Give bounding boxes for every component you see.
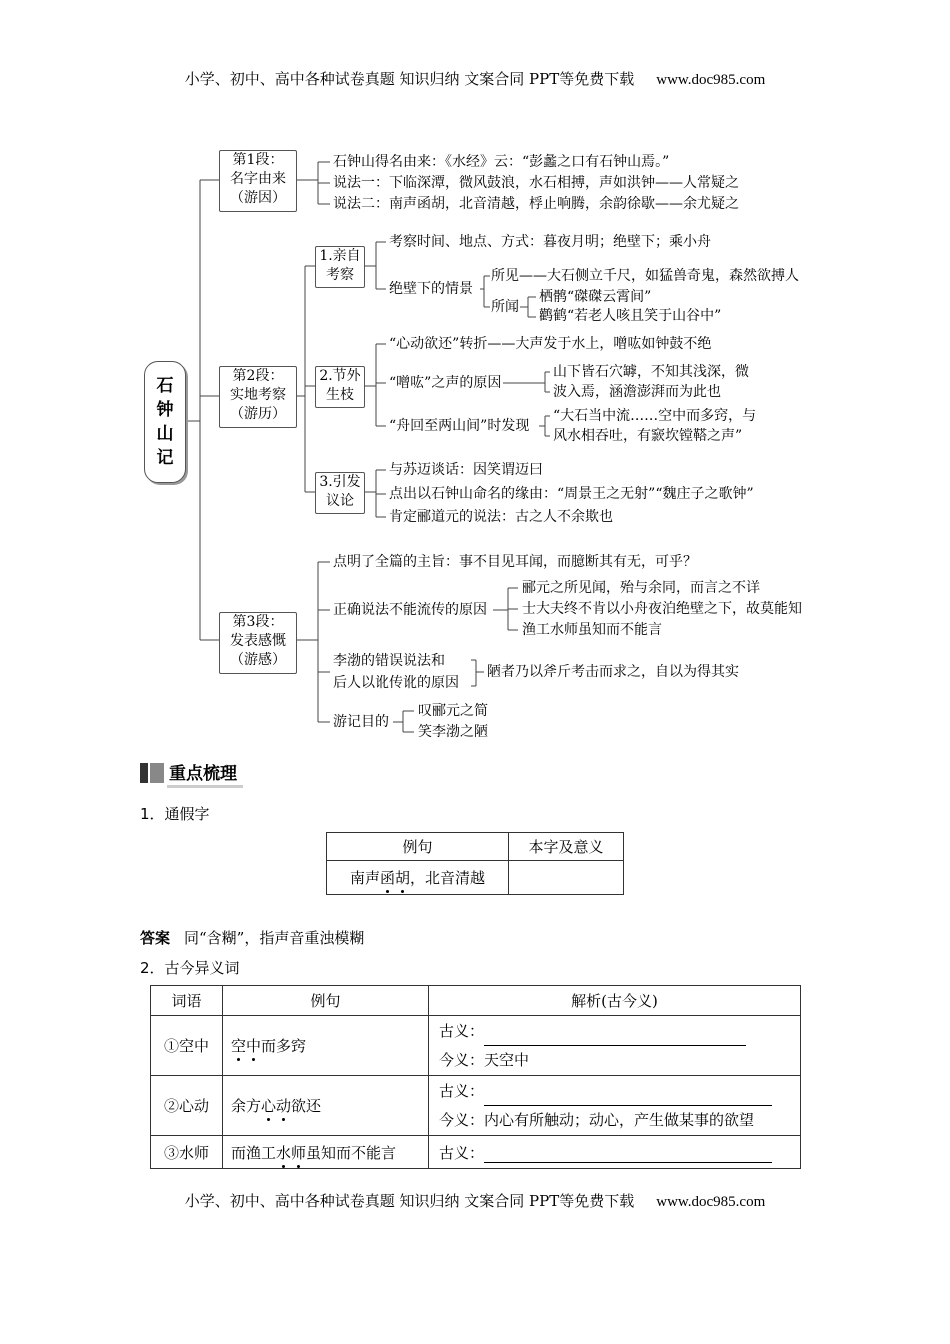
c1-heard-label: 所闻 <box>491 299 519 315</box>
c2-l2: 生枝 <box>326 387 354 403</box>
header-url[interactable]: www.doc985.com <box>656 72 766 88</box>
header-text: 小学、初中、高中各种试卷真题 知识归纳 文案合同 PPT等免费下载 <box>184 70 635 88</box>
seen-label: 所见 <box>491 268 519 284</box>
gu-label: 古义： <box>439 1021 485 1040</box>
p2-sub2: （游历） <box>230 406 286 422</box>
c3-l1: 3.引发 <box>319 474 361 490</box>
table-row <box>151 1016 801 1076</box>
q1-header: 本字及意义 <box>509 833 624 861</box>
dotted-char: 动 <box>276 1097 292 1115</box>
text: 而多窍 <box>261 1037 307 1055</box>
gu-line[interactable] <box>439 1017 800 1046</box>
c2-find-text: “大石当中流……空中而多窍，与 <box>553 408 757 424</box>
root-char: 石 <box>156 376 174 396</box>
text: 南声 <box>349 869 380 887</box>
jin-line <box>439 1106 800 1135</box>
gu-label: 古义： <box>439 1143 485 1162</box>
answer-label: 答案 <box>140 929 171 947</box>
c1-heard: 栖鹘“磔磔云霄间” <box>539 289 652 305</box>
c2-l1: 2.节外 <box>319 368 361 384</box>
p1-item: 说法二：南声函胡，北音清越，桴止响腾，余韵徐歇——余尤疑之 <box>333 196 739 212</box>
p3-reason: 正确说法不能流传的原因 <box>333 602 487 618</box>
p3-theme: 点明了全篇的主旨：事不目见耳闻，而臆断其有无，可乎？ <box>333 554 697 570</box>
p3-purpose-item: 叹郦元之简 <box>418 703 488 719</box>
p3-box <box>219 612 297 674</box>
c1-l1: 1.亲自 <box>319 248 361 264</box>
section-title: 重点梳理 <box>167 759 243 788</box>
p2-box <box>219 366 297 428</box>
text: 而渔工 <box>231 1143 277 1162</box>
dotted-char: 水 <box>276 1143 292 1162</box>
text: 欲还 <box>291 1097 322 1115</box>
p3-purpose-item: 笑李渤之陋 <box>418 724 488 740</box>
answer-blank[interactable] <box>484 1148 772 1163</box>
answer-blank[interactable] <box>484 1031 746 1046</box>
c2-find-text: 风水相吞吐，有窾坎镗鞳之声” <box>553 428 743 444</box>
c2-turn: “心动欲还”转折——大声发于水上，噌吰如钟鼓不绝 <box>389 336 712 352</box>
q1-sentence <box>327 861 509 895</box>
p3-li1: 李渤的错误说法和 <box>333 653 445 669</box>
example-cell <box>223 1076 429 1136</box>
mindmap-root <box>144 361 186 483</box>
p3-purpose: 游记目的 <box>333 714 389 730</box>
example-cell <box>223 1016 429 1076</box>
c2-cause: “噌吰”之声的原因 <box>389 375 502 391</box>
p3-title: 第3段： <box>232 614 284 630</box>
dotted-char: 心 <box>261 1097 277 1115</box>
c1-l2: 考察 <box>326 267 354 283</box>
jin-text: 天空中 <box>484 1050 530 1069</box>
jin-label: 今义： <box>439 1110 485 1129</box>
c1-time: 考察时间、地点、方式：暮夜月明；绝壁下；乘小舟 <box>389 234 711 250</box>
gu-label: 古义： <box>439 1081 485 1100</box>
gu-line[interactable] <box>439 1077 800 1106</box>
answer-text: 同“含糊”，指声音重浊模糊 <box>184 929 365 947</box>
c1-seen <box>491 267 799 285</box>
root-char: 山 <box>156 424 174 444</box>
p3-reason-item: 渔工水师虽知而不能言 <box>522 622 662 638</box>
table-row <box>151 1076 801 1136</box>
answer-blank[interactable] <box>484 1091 772 1106</box>
q1-header: 例句 <box>327 833 509 861</box>
q2-title: 2．古今异义词 <box>140 959 240 977</box>
seen-text: ——大石侧立千尺，如猛兽奇鬼，森然欲搏人 <box>519 268 799 284</box>
q1-answer-cell[interactable] <box>509 861 624 895</box>
heading-bar <box>150 763 164 783</box>
meaning-cell <box>429 1016 801 1076</box>
dotted-char: 师 <box>291 1143 307 1162</box>
c2-box <box>315 366 365 408</box>
dotted-char: 中 <box>246 1037 262 1055</box>
section-heading <box>140 760 243 786</box>
p1-box <box>219 150 297 212</box>
heading-bar <box>140 763 148 783</box>
c2-cause-text: 波入焉，涵澹澎湃而为此也 <box>553 384 721 400</box>
p1-title: 第1段： <box>232 152 284 168</box>
p1-item: 说法一：下临深潭，微风鼓浪，水石相搏，声如洪钟——人常疑之 <box>333 175 739 191</box>
c3-item: 肯定郦道元的说法：古之人不余欺也 <box>389 509 613 525</box>
p3-reason-item: 士大夫终不肯以小舟夜泊绝壁之下，故莫能知 <box>522 601 802 617</box>
jin-label: 今义： <box>439 1050 485 1069</box>
footer-url[interactable]: www.doc985.com <box>656 1194 766 1210</box>
word-cell: ①空中 <box>151 1016 223 1076</box>
word-cell: ③水师 <box>151 1136 223 1169</box>
jin-line <box>439 1046 800 1075</box>
c2-find: “舟回至两山间”时发现 <box>389 418 530 434</box>
c1-scene: 绝壁下的情景 <box>389 281 473 297</box>
c3-item: 点出以石钟山命名的缘由：“周景王之无射”“魏庄子之歌钟” <box>389 486 754 502</box>
meaning-cell <box>429 1136 801 1169</box>
p3-li-text: 陋者乃以斧斤考击而求之，自以为得其实 <box>487 664 739 680</box>
dotted-char: 函 <box>379 869 395 887</box>
q1-title: 1．通假字 <box>140 805 210 823</box>
p1-sub1: 名字由来 <box>230 171 286 187</box>
p3-sub1: 发表感慨 <box>230 633 286 649</box>
c3-l2: 议论 <box>326 493 354 509</box>
c2-cause-text: 山下皆石穴罅，不知其浅深，微 <box>553 364 749 380</box>
text: ，北音清越 <box>410 869 486 887</box>
q2-header: 解析(古今义) <box>429 986 801 1016</box>
q2-header: 例句 <box>223 986 429 1016</box>
root-char: 钟 <box>156 400 174 420</box>
p2-title: 第2段： <box>232 368 284 384</box>
root-char: 记 <box>156 448 174 468</box>
table-row <box>151 1136 801 1169</box>
p3-reason-item: 郦元之所见闻，殆与余同，而言之不详 <box>522 580 760 596</box>
q2-table <box>150 985 801 1169</box>
p3-sub2: （游感） <box>230 652 286 668</box>
footer-text: 小学、初中、高中各种试卷真题 知识归纳 文案合同 PPT等免费下载 <box>184 1192 635 1210</box>
example-cell <box>223 1136 429 1169</box>
q1-answer <box>140 927 364 948</box>
p1-sub2: （游因） <box>230 190 286 206</box>
c1-heard: 鹳鹤“若老人咳且笑于山谷中” <box>539 308 722 324</box>
p2-sub1: 实地考察 <box>230 387 286 403</box>
jin-text: 内心有所触动；动心，产生做某事的欲望 <box>484 1110 755 1129</box>
gu-line[interactable] <box>439 1142 800 1163</box>
c3-item: 与苏迈谈话：因笑谓迈曰 <box>389 462 543 478</box>
q2-header: 词语 <box>151 986 223 1016</box>
dotted-char: 空 <box>231 1037 247 1055</box>
dotted-char: 胡 <box>395 869 411 887</box>
text: 虽知而不能言 <box>306 1143 397 1162</box>
q1-table <box>326 832 624 895</box>
p1-item: 石钟山得名由来：《水经》云：“彭蠡之口有石钟山焉。” <box>333 154 670 170</box>
text: 余方 <box>231 1097 262 1115</box>
meaning-cell <box>429 1076 801 1136</box>
page-footer <box>0 1190 950 1211</box>
c1-box <box>315 246 365 288</box>
word-cell: ②心动 <box>151 1076 223 1136</box>
p3-li2: 后人以讹传讹的原因 <box>333 675 459 691</box>
c3-box <box>315 472 365 514</box>
